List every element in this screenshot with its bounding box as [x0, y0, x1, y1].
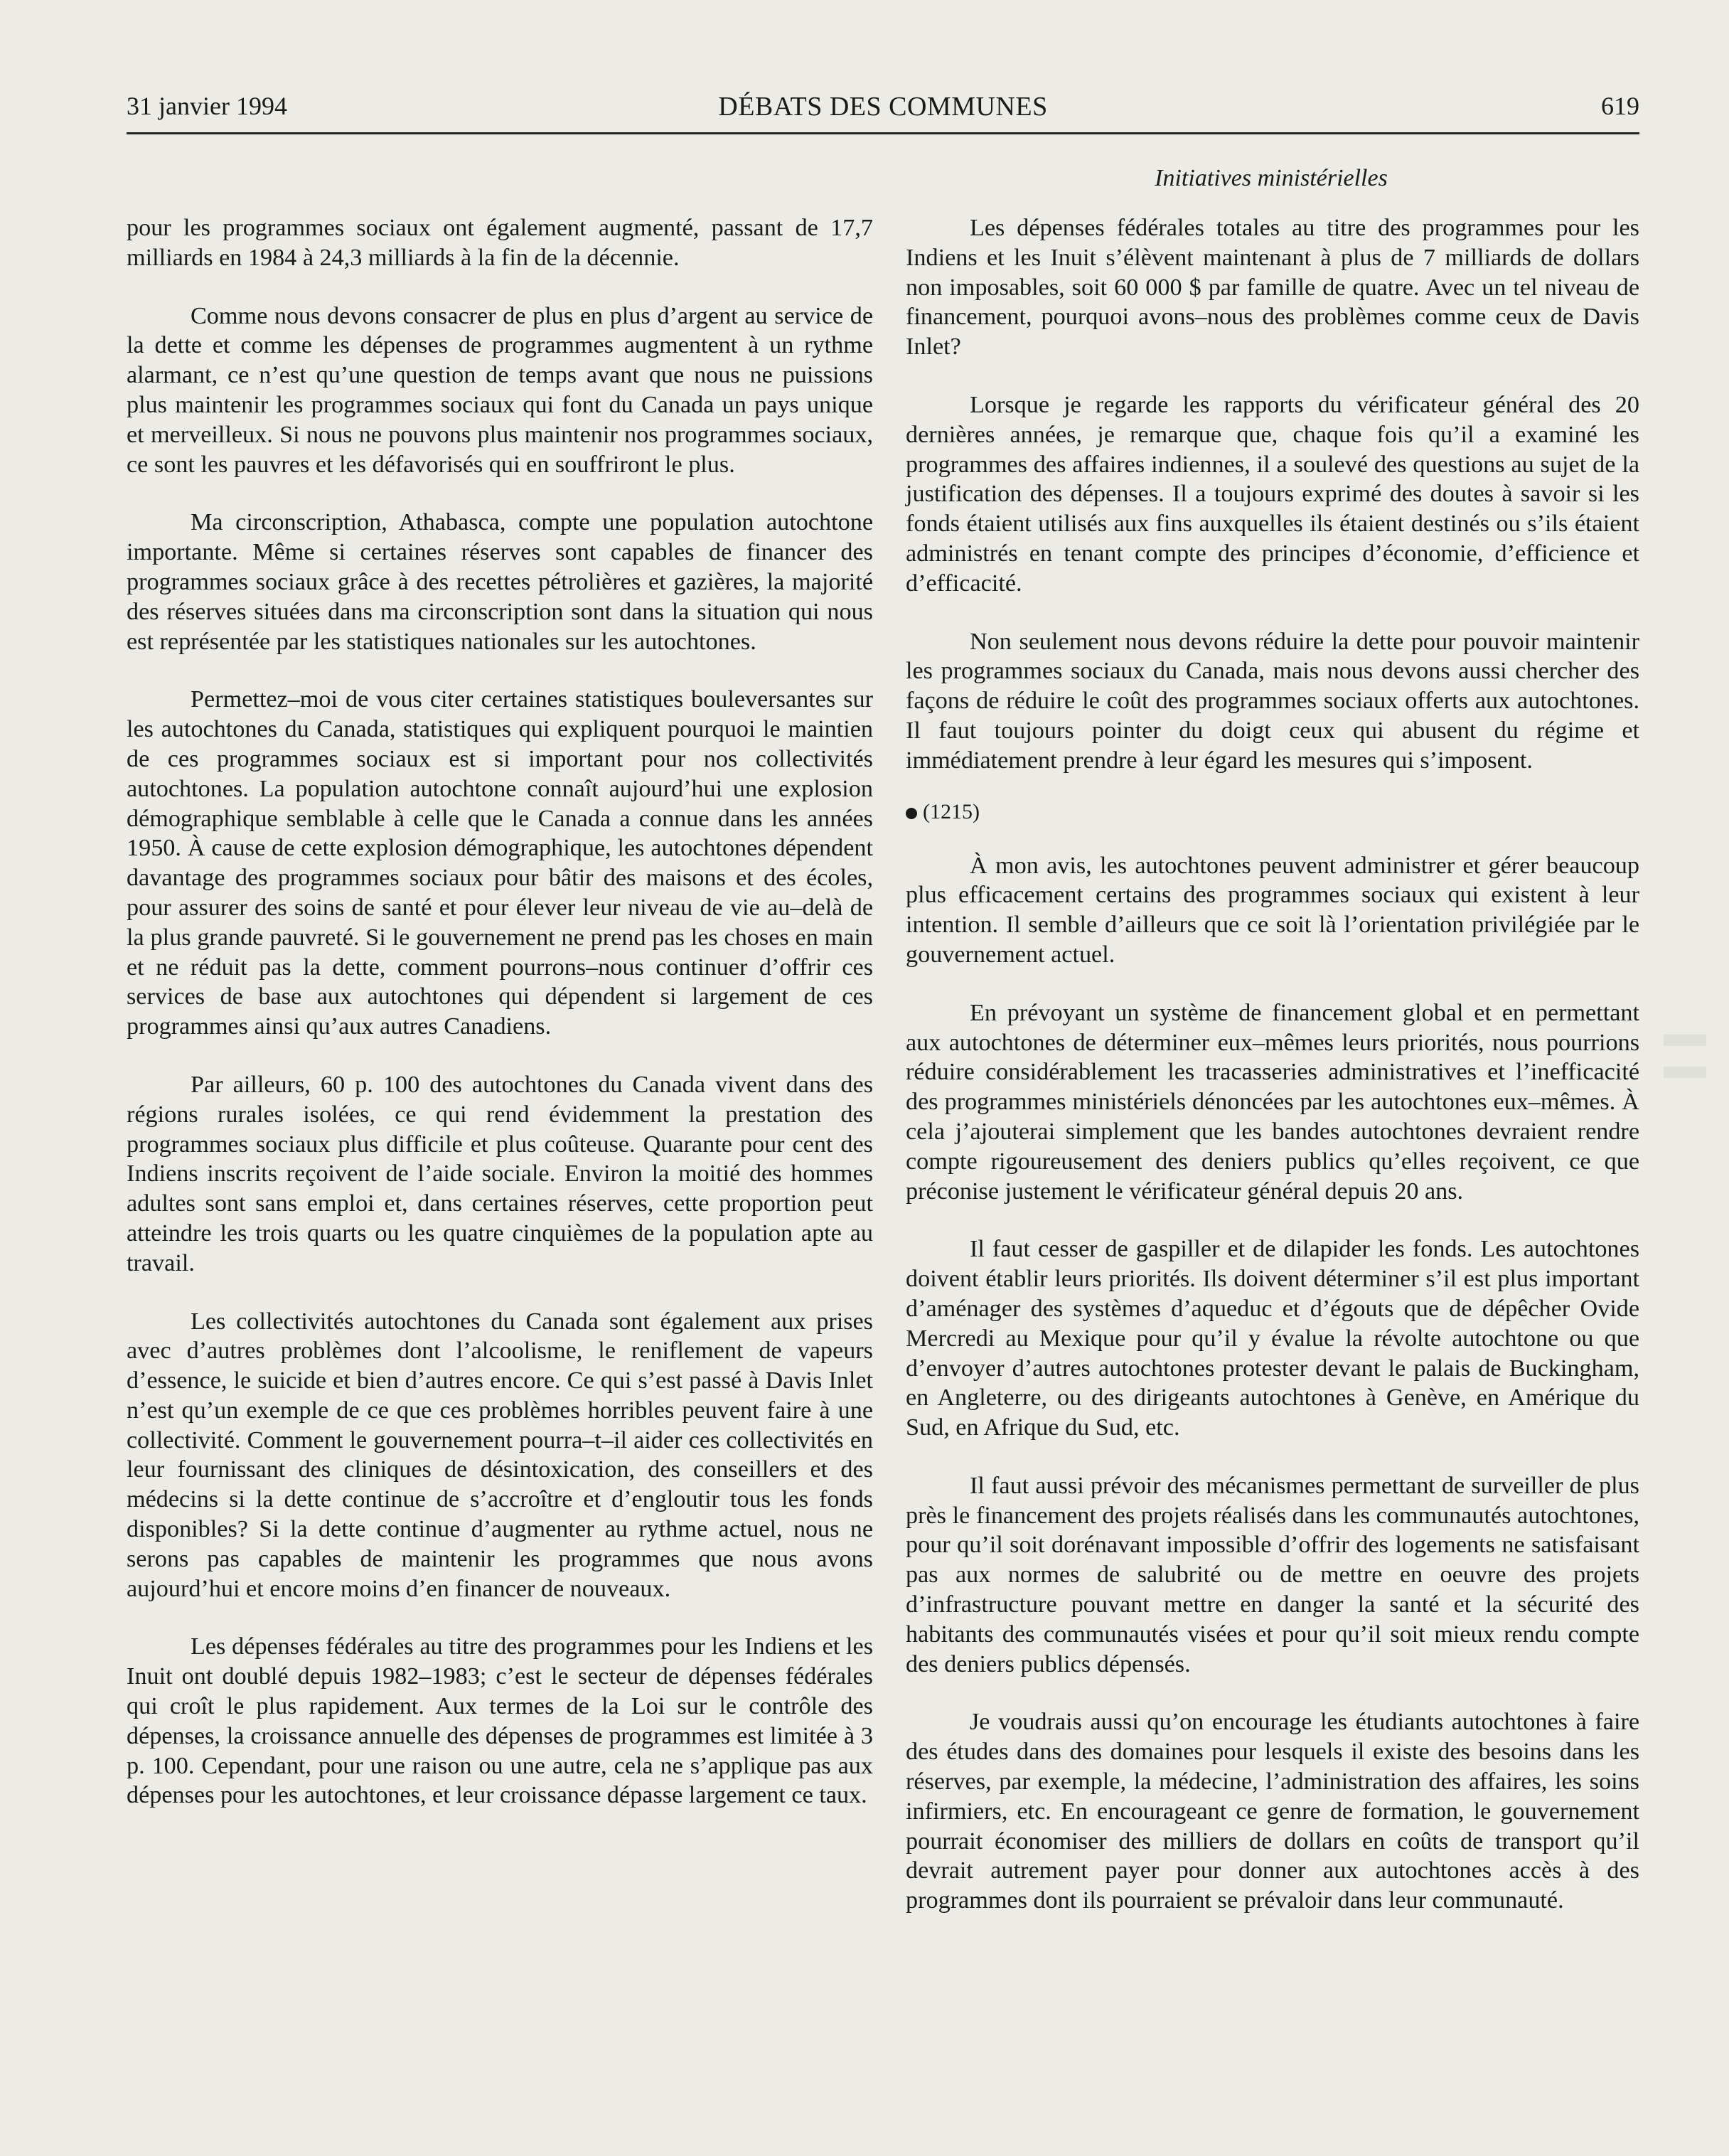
paragraph: Les dépenses fédérales totales au titre des programmes pour les Indiens et les Inuit s’élèvent maintenant à plus de 7 milliards de dollars non imposables, soit 60 000 $ par famille de quatre. Avec un tel niveau de financement, pourquoi avons–nous des problèmes comme ceux de Davis Inlet? — [906, 215, 1639, 361]
paragraph: Il faut cesser de gaspiller et de dilapider les fonds. Les autochtones doivent établir leurs priorités. Ils doivent déterminer s’il est plus important d’aménager des systèmes d’aqueduc et d’égouts que de dépêcher Ovide Mercredi au Mexique pour qu’il y évalue la révolte autochtone ou que d’envoyer d’autres autochtones protester devant le palais de Buckingham, en Angleterre, ou des dirigeants autochtones à Genève, en Amérique du Sud, en Afrique du Sud, etc. — [906, 1236, 1639, 1441]
paragraph: Ma circonscription, Athabasca, compte une population autochtone importante. Même si certaines réserves sont capables de financer des programmes sociaux grâce à des recettes pétrolières et gazières, la majorité des réserves situées dans ma circonscription sont dans la situation qui nous est représentée par les statistiques nationales sur les autochtones. — [127, 509, 873, 655]
bullet-dot-icon — [906, 808, 917, 819]
time-marker-label: (1215) — [923, 799, 980, 823]
paragraph: À mon avis, les autochtones peuvent administrer et gérer beaucoup plus efficacement certains des programmes sociaux qui existent à leur intention. Il semble d’ailleurs que ce soit là l’orientation privilégiée par le gouvernement actuel. — [906, 852, 1639, 968]
header-title: DÉBATS DES COMMUNES — [718, 92, 1048, 122]
header-date: 31 janvier 1994 — [127, 92, 287, 120]
paragraph: Non seulement nous devons réduire la dette pour pouvoir maintenir les programmes sociaux du Canada, mais nous devons aussi chercher des façons de réduire le coût des programmes sociaux offerts aux autochtones. Il faut toujours pointer du doigt ceux qui abusent du régime et immédiatement prendre à leur égard les mesures qui s’imposent. — [906, 628, 1639, 774]
scan-artifact — [1664, 1067, 1706, 1078]
paragraph: pour les programmes sociaux ont également augmenté, passant de 17,7 milliards en 1984 à 24,3 milliards à la fin de la décennie. — [127, 215, 873, 271]
paragraph: Par ailleurs, 60 p. 100 des autochtones du Canada vivent dans des régions rurales isolées, ce qui rend évidemment la prestation des programmes sociaux plus difficile et plus coûteuse. Quarante pour cent des Indiens inscrits reçoivent de l’aide sociale. Environ la moitié des hommes adultes sont sans emploi et, dans certaines réserves, cette proportion peut atteindre les trois quarts ou les quatre cinquièmes de la population apte au travail. — [127, 1071, 873, 1276]
paragraph: Lorsque je regarde les rapports du vérificateur général des 20 dernières années, je remarque que, chaque fois qu’il a examiné les programmes des affaires indiennes, il a soulevé des questions au sujet de la justification des dépenses. Il a toujours exprimé des doutes à savoir si les fonds étaient utilisés aux fins auxquelles ils étaient destinés ou s’ils étaient administrés en tenant compte des principes d’économie, d’efficience et d’efficacité. — [906, 391, 1639, 597]
page-number: 619 — [1601, 92, 1639, 120]
right-column — [906, 213, 1639, 2034]
paragraph: Comme nous devons consacrer de plus en plus d’argent au service de la dette et comme les dépenses de programmes augmentent à un rythme alarmant, ce n’est qu’une question de temps avant que nous ne puissions plus maintenir les programmes sociaux qui font du Canada un pays unique et merveilleux. Si nous ne pouvons plus maintenir nos programmes sociaux, ce sont les pauvres et les défavorisés qui en souffriront le plus. — [127, 302, 873, 478]
paragraph: En prévoyant un système de financement global et en permettant aux autochtones de déterminer eux–mêmes leurs priorités, nous pourrions réduire considérablement les tracasseries administratives et l’inefficacité des programmes ministériels dénoncées par les autochtones eux–mêmes. À cela j’ajouterai simplement que les bandes autochtones devraient rendre compte rigoureusement des deniers publics qu’elles reçoivent, ce que préconise justement le vérificateur général depuis 20 ans. — [906, 999, 1639, 1205]
paragraph: Les dépenses fédérales au titre des programmes pour les Indiens et les Inuit ont doublé depuis 1982–1983; c’est le secteur de dépenses fédérales qui croît le plus rapidement. Aux termes de la Loi sur le contrôle des dépenses, la croissance annuelle des dépenses de programmes est limitée à 3 p. 100. Cependant, pour une raison ou une autre, cela ne s’applique pas aux dépenses pour les autochtones, et leur croissance dépasse largement ce taux. — [127, 1633, 873, 1809]
paragraph: Je voudrais aussi qu’on encourage les étudiants autochtones à faire des études dans des domaines pour lesquels il existe des besoins dans les réserves, par exemple, la médecine, l’administration des affaires, les soins infirmiers, etc. En encourageant ce genre de formation, le gouvernement pourrait économiser des milliers de dollars en coûts de transport qu’il devrait autrement payer pour donner aux autochtones accès à des programmes dont ils pourraient se prévaloir dans leur communauté. — [906, 1709, 1639, 1914]
paragraph: Il faut aussi prévoir des mécanismes permettant de surveiller de plus près le financement des projets réalisés dans les communautés autochtones, pour qu’il soit dorénavant impossible d’offrir des logements ne satisfaisant pas aux normes de salubrité ou de mettre en oeuvre des projets d’infrastructure pouvant mettre en danger la santé et la sécurité des habitants des communautés visées et pour qu’il soit mieux rendu compte des deniers publics dépensés. — [906, 1472, 1639, 1677]
paragraph: Les collectivités autochtones du Canada sont également aux prises avec d’autres problèmes dont l’alcoolisme, le reniflement de vapeurs d’essence, le suicide et bien d’autres encore. Ce qui s’est passé à Davis Inlet n’est qu’un exemple de ce que ces problèmes horribles peuvent faire à une collectivité. Comment le gouvernement pourra–t–il aider ces collectivités en leur fournissant des cliniques de désintoxication, des conseillers et des médecins si la dette continue de s’accroître et d’engloutir tous les fonds disponibles? Si la dette continue d’augmenter au rythme actuel, nous ne serons pas capables de maintenir les programmes que nous avons aujourd’hui et encore moins d’en financer de nouveaux. — [127, 1308, 873, 1602]
header-rule — [127, 132, 1639, 134]
page-header — [127, 85, 1639, 135]
scan-artifact — [1664, 1035, 1706, 1046]
time-marker — [906, 800, 1639, 824]
left-column — [127, 213, 873, 2034]
section-rubric: Initiatives ministérielles — [1155, 165, 1388, 191]
paragraph: Permettez–moi de vous citer certaines statistiques bouleversantes sur les autochtones du Canada, statistiques qui expliquent pourquoi le maintien de ces programmes sociaux est si important pour nos collectivités autochtones. La population autochtone connaît aujourd’hui une explosion démographique semblable à celle que le Canada a connue dans les années 1950. À cause de cette explosion démographique, les autochtones dépendent davantage des programmes sociaux pour bâtir des maisons et des écoles, pour assurer des soins de santé et pour élever leur niveau de vie au–delà de la plus grande pauvreté. Si le gouvernement ne prend pas les choses en main et ne réduit pas la dette, comment pourrons–nous continuer d’offrir ces services de base aux autochtones qui dépendent si largement de ces programmes ainsi qu’aux autres Canadiens. — [127, 686, 873, 1040]
